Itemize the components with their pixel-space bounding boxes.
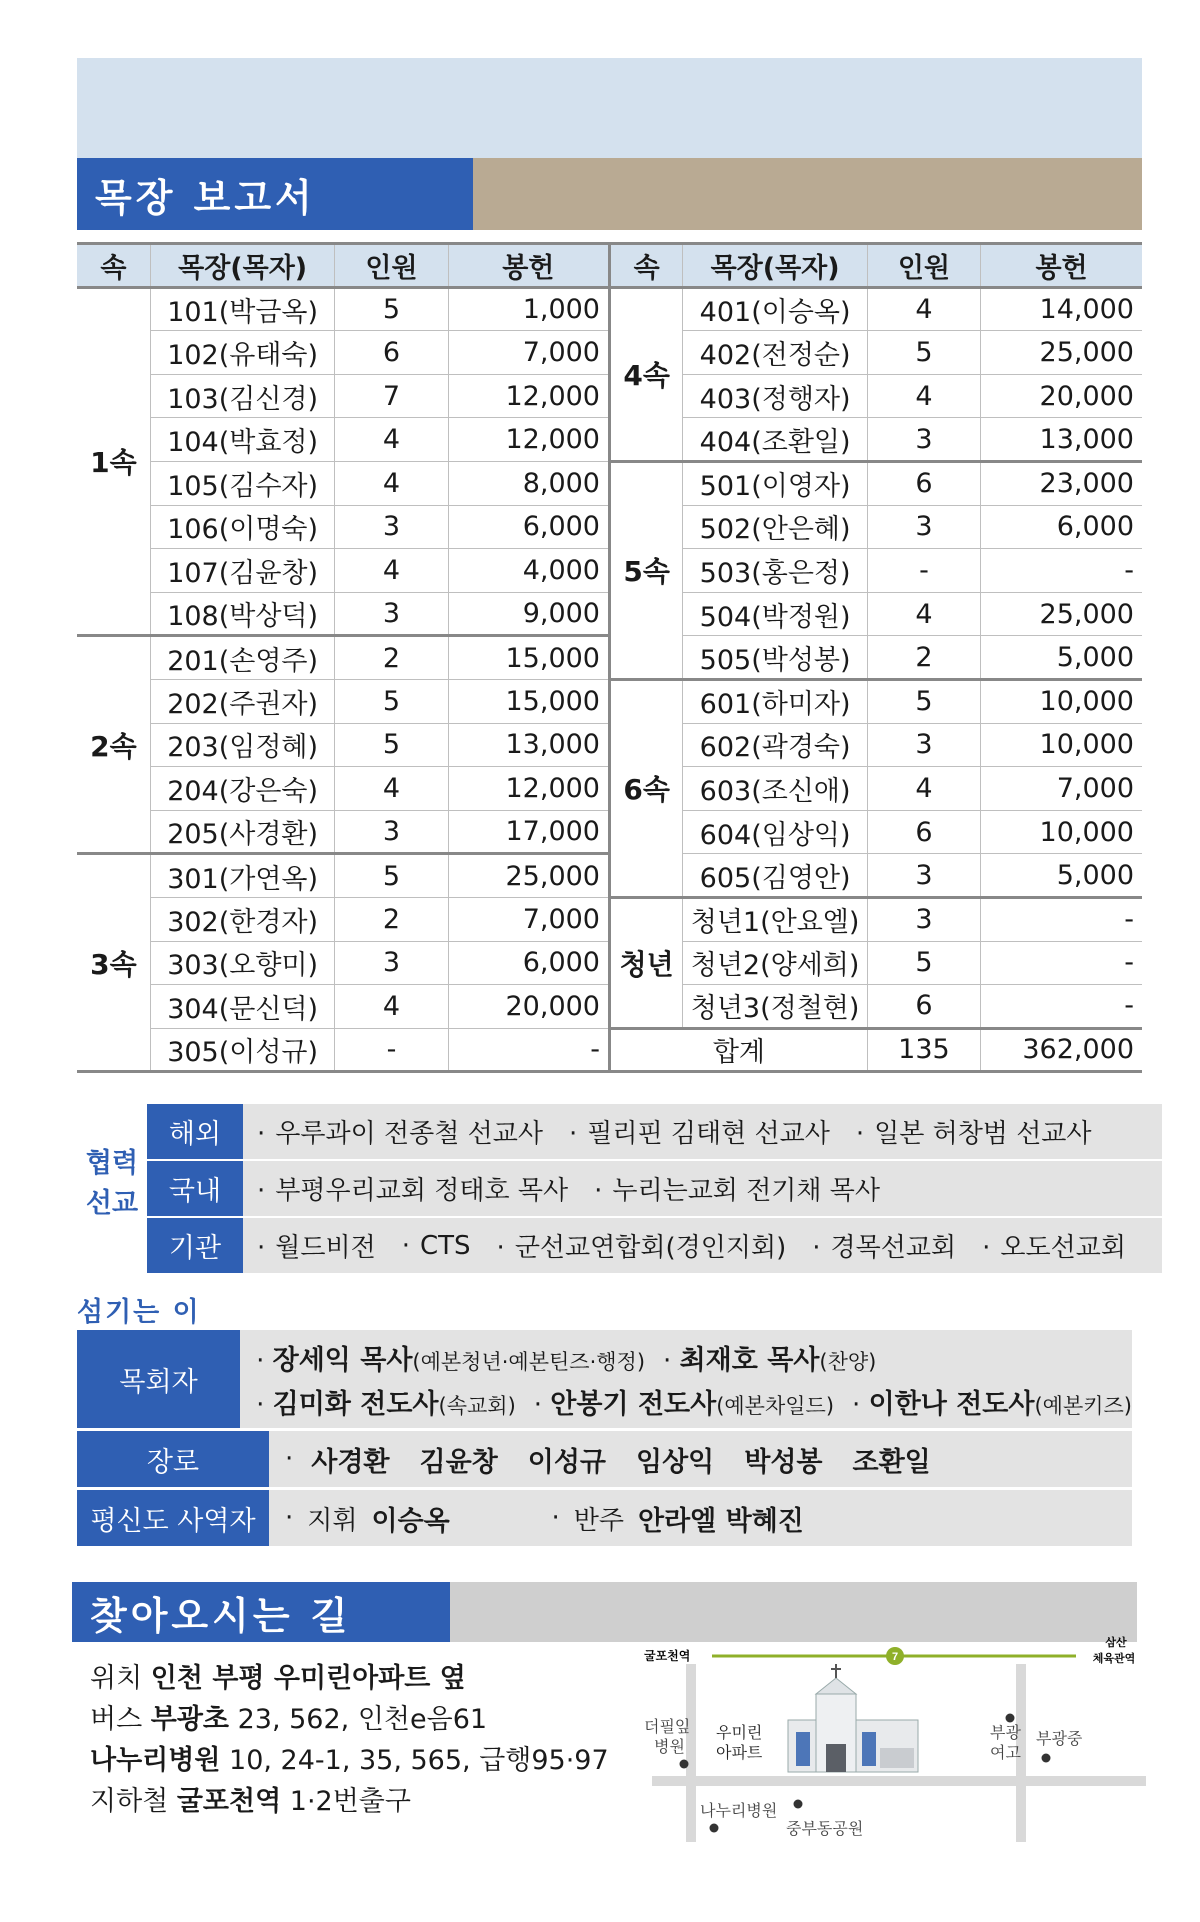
offering-amount: 12,000 (448, 418, 609, 462)
people-count: 5 (335, 679, 448, 723)
map-svg (636, 1634, 1156, 1856)
location-line: 위치 인천 부평 우미린아파트 옆 (90, 1663, 466, 1694)
people-count: 3 (335, 505, 448, 549)
elder-name: 사경환 (311, 1446, 390, 1478)
hospital-marker (680, 1760, 689, 1769)
cell-name: 402(전정순) (683, 331, 867, 375)
cell-name: 303(오향미) (150, 941, 334, 985)
pastor-entry: · 최재호 목사(찬양) (663, 1344, 877, 1376)
offering-amount: 7,000 (448, 331, 609, 375)
pastors-row (77, 1330, 1132, 1428)
group-label: 1속 (77, 287, 150, 636)
cell-name: 503(홍은정) (683, 549, 867, 593)
report-table-wrap (77, 242, 1142, 1073)
total-people: 135 (867, 1028, 980, 1072)
people-count: 7 (335, 374, 448, 418)
coop-item: · 필리핀 김태현 선교사 (568, 1119, 830, 1149)
cell-name: 502(안은혜) (683, 505, 867, 549)
pastors-tag: 목회자 (77, 1330, 240, 1428)
cell-name: 301(가연옥) (150, 854, 334, 898)
coop-label: 협력 선교 (85, 1148, 139, 1219)
elder-name: 이성규 (527, 1446, 607, 1478)
people-count: 2 (335, 636, 448, 680)
coop-row (147, 1218, 1162, 1273)
accompanist-names: 안라엘 박혜진 (638, 1505, 804, 1537)
map-label-middle-school: 부광중 (1036, 1731, 1083, 1748)
table-row (77, 897, 1142, 941)
cell-name: 청년2(양세희) (683, 941, 867, 985)
coop-item: · 우루과이 전종철 선교사 (257, 1119, 543, 1149)
total-offering: 362,000 (981, 1028, 1142, 1072)
offering-amount: - (981, 985, 1142, 1029)
elder-name: 박성봉 (744, 1446, 823, 1478)
people-count: 5 (335, 287, 448, 331)
elders-tag: 장로 (77, 1431, 269, 1487)
coop-row (147, 1104, 1162, 1159)
elder-name: 김윤창 (419, 1446, 498, 1478)
coop-item: · 경목선교회 (812, 1233, 957, 1263)
report-header (77, 158, 1142, 230)
col-group: 속 (77, 244, 150, 288)
cell-name: 504(박정원) (683, 592, 867, 636)
cell-name: 401(이승옥) (683, 287, 867, 331)
offering-amount: 25,000 (981, 592, 1142, 636)
people-count: 3 (867, 505, 980, 549)
people-count: 6 (867, 810, 980, 854)
people-count: 4 (335, 985, 448, 1029)
cell-name: 204(강은숙) (150, 767, 334, 811)
coop-item: · 부평우리교회 정태호 목사 (257, 1176, 569, 1206)
coop-items (243, 1104, 1162, 1159)
bus-line: 버스 부광초 23, 562, 인천e음61 (90, 1704, 488, 1735)
col-offering: 봉헌 (448, 244, 609, 288)
people-count: 4 (867, 374, 980, 418)
offering-amount: - (981, 941, 1142, 985)
elder-name: 조환일 (852, 1446, 931, 1478)
offering-amount: 6,000 (448, 505, 609, 549)
cell-name: 101(박금옥) (150, 287, 334, 331)
table-row (77, 679, 1142, 723)
pastor-entry: · 이한나 전도사(예본키즈) (852, 1388, 1132, 1420)
offering-amount: 20,000 (448, 985, 609, 1029)
map-label-apartment-1: 우미린 (716, 1725, 763, 1742)
offering-amount: 6,000 (981, 505, 1142, 549)
map-label-girls-school-2: 여고 (990, 1745, 1021, 1762)
lay-ministers-tag: 평신도 사역자 (77, 1490, 269, 1546)
cell-name: 103(김신경) (150, 374, 334, 418)
servers-table (77, 1330, 1132, 1549)
cell-name: 108(박상덕) (150, 592, 334, 636)
map-label-hospital-1: 더필잎 (644, 1719, 691, 1736)
table-row (77, 461, 1142, 505)
offering-amount: 4,000 (448, 549, 609, 593)
pastor-entry: · 김미화 전도사(속교회) (256, 1388, 516, 1420)
coop-tag: 해외 (147, 1104, 243, 1159)
directions-header-fill (450, 1582, 1137, 1642)
offering-amount: 12,000 (448, 767, 609, 811)
cell-name: 304(문신덕) (150, 985, 334, 1029)
cell-name: 105(김수자) (150, 461, 334, 505)
col-offering: 봉헌 (981, 244, 1142, 288)
table-row (77, 287, 1142, 331)
people-count: 3 (335, 810, 448, 854)
offering-amount: 23,000 (981, 461, 1142, 505)
offering-amount: 10,000 (981, 723, 1142, 767)
cell-name: 106(이명숙) (150, 505, 334, 549)
lay-ministers-row: 평신도 사역자 · 지휘 이승옥 · 반주 안라엘 박혜진 (77, 1490, 1132, 1546)
cell-name: 601(하미자) (683, 679, 867, 723)
offering-amount: - (448, 1028, 609, 1072)
people-count: 5 (335, 723, 448, 767)
map-label-apartment-2: 아파트 (716, 1745, 763, 1762)
cell-name: 305(이성규) (150, 1028, 334, 1072)
coop-item: · 누리는교회 전기채 목사 (594, 1176, 881, 1206)
col-group: 속 (609, 244, 682, 288)
offering-amount: 10,000 (981, 679, 1142, 723)
group-label: 청년 (609, 897, 682, 1028)
people-count: 4 (335, 461, 448, 505)
cell-name: 청년3(정철현) (683, 985, 867, 1029)
people-count: 4 (867, 287, 980, 331)
pastor-entry: · 안봉기 전도사(예본차일드) (533, 1388, 835, 1420)
people-count: 4 (867, 767, 980, 811)
total-label: 합계 (609, 1028, 867, 1072)
map-label-hospital-2: 병원 (654, 1739, 685, 1756)
coop-item: · 군선교연합회(경인지회) (496, 1233, 787, 1263)
offering-amount: 15,000 (448, 636, 609, 680)
pastor-entry: · 장세익 목사(예본청년·예본틴즈·행정) (256, 1344, 646, 1376)
group-label: 3속 (77, 854, 150, 1072)
station-gulpocheon: 굴포천역 (644, 1649, 691, 1663)
directions-title: 찾아오시는 길 (72, 1582, 450, 1642)
report-header-row (77, 244, 1142, 288)
people-count: 6 (867, 461, 980, 505)
map-label-girls-school-1: 부광 (990, 1725, 1021, 1742)
people-count: 5 (867, 331, 980, 375)
offering-amount: 17,000 (448, 810, 609, 854)
cell-name: 청년1(안요엘) (683, 897, 867, 941)
people-count: 3 (867, 854, 980, 898)
coop-item: · 일본 허창범 선교사 (855, 1119, 1092, 1149)
offering-amount: 20,000 (981, 374, 1142, 418)
coop-item: · CTS (401, 1230, 471, 1261)
offering-amount: 12,000 (448, 374, 609, 418)
cell-name: 201(손영주) (150, 636, 334, 680)
coop-item: · 오도선교회 (982, 1233, 1126, 1263)
elders-row: 장로 · 사경환 김윤창 이성규 임상익 박성봉 조환일 (77, 1431, 1132, 1487)
people-count: 3 (335, 592, 448, 636)
report-header-fill (473, 158, 1142, 230)
elder-name: 임상익 (636, 1446, 715, 1478)
people-count: 4 (335, 767, 448, 811)
accompanist-label: 반주 (573, 1505, 624, 1536)
middle-school-marker (1042, 1754, 1051, 1763)
offering-amount: 10,000 (981, 810, 1142, 854)
coop-item: · 월드비전 (257, 1233, 376, 1263)
cell-name: 205(사경환) (150, 810, 334, 854)
conductor-label: 지휘 (307, 1505, 358, 1536)
offering-amount: 5,000 (981, 636, 1142, 680)
servers-heading: 섬기는 이 (77, 1297, 201, 1328)
offering-amount: 25,000 (448, 854, 609, 898)
people-count: 2 (335, 897, 448, 941)
people-count: 4 (335, 549, 448, 593)
people-count: 4 (335, 418, 448, 462)
people-count: 3 (335, 941, 448, 985)
report-table (77, 242, 1142, 1073)
road-horizontal (652, 1776, 1146, 1786)
offering-amount: 1,000 (448, 287, 609, 331)
line-7-number: 7 (891, 1651, 899, 1663)
offering-amount: 13,000 (981, 418, 1142, 462)
cell-name: 302(한경자) (150, 897, 334, 941)
offering-amount: 6,000 (448, 941, 609, 985)
people-count: 2 (867, 636, 980, 680)
cell-name: 202(주권자) (150, 679, 334, 723)
people-count: 5 (867, 679, 980, 723)
offering-amount: - (981, 897, 1142, 941)
map-label-nanuri-hospital: 나누리병원 (700, 1803, 778, 1820)
coop-row (147, 1161, 1162, 1216)
people-count: 5 (335, 854, 448, 898)
hospital-stop-line: 나누리병원 10, 24-1, 35, 565, 급행95·97 (90, 1745, 609, 1776)
cell-name: 603(조신애) (683, 767, 867, 811)
offering-amount: 7,000 (981, 767, 1142, 811)
cell-name: 107(김윤창) (150, 549, 334, 593)
offering-amount: 25,000 (981, 331, 1142, 375)
table-row (77, 1028, 1142, 1072)
offering-amount: 7,000 (448, 897, 609, 941)
col-people: 인원 (867, 244, 980, 288)
col-people: 인원 (335, 244, 448, 288)
people-count: 3 (867, 723, 980, 767)
church-building-illustration (788, 1664, 918, 1772)
coop-items (243, 1218, 1162, 1273)
coop-tag: 기관 (147, 1218, 243, 1273)
offering-amount: - (981, 549, 1142, 593)
station-samsan-2: 체육관역 (1092, 1653, 1136, 1665)
cell-name: 505(박성봉) (683, 636, 867, 680)
offering-amount: 14,000 (981, 287, 1142, 331)
top-banner-band (77, 58, 1142, 158)
station-samsan-1: 삼산 (1105, 1637, 1127, 1649)
group-label: 5속 (609, 461, 682, 679)
road-vertical-left (686, 1664, 696, 1842)
people-count: 4 (867, 592, 980, 636)
location-map (636, 1634, 1156, 1856)
group-label: 2속 (77, 636, 150, 854)
offering-amount: 8,000 (448, 461, 609, 505)
cell-name: 102(유태숙) (150, 331, 334, 375)
offering-amount: 5,000 (981, 854, 1142, 898)
people-count: - (867, 549, 980, 593)
nanuri-marker (710, 1824, 719, 1833)
offering-amount: 13,000 (448, 723, 609, 767)
map-label-park: 중부동공원 (786, 1821, 864, 1838)
cell-name: 501(이영자) (683, 461, 867, 505)
subway-line: 지하철 굴포천역 1·2번출구 (90, 1786, 411, 1817)
directions-text (90, 1658, 609, 1822)
cell-name: 403(정행자) (683, 374, 867, 418)
cell-name: 104(박효정) (150, 418, 334, 462)
group-label: 4속 (609, 287, 682, 461)
group-label: 6속 (609, 679, 682, 897)
park-marker (794, 1800, 803, 1809)
people-count: 3 (867, 418, 980, 462)
cell-name: 404(조환일) (683, 418, 867, 462)
people-count: 5 (867, 941, 980, 985)
coop-tag: 국내 (147, 1161, 243, 1216)
cell-name: 602(곽경숙) (683, 723, 867, 767)
offering-amount: 15,000 (448, 679, 609, 723)
people-count: 3 (867, 897, 980, 941)
directions-header (72, 1582, 1137, 1642)
report-title: 목장 보고서 (77, 158, 473, 230)
girls-school-marker (1006, 1714, 1015, 1723)
people-count: 6 (335, 331, 448, 375)
people-count: 6 (867, 985, 980, 1029)
cell-name: 203(임정혜) (150, 723, 334, 767)
cell-name: 604(임상익) (683, 810, 867, 854)
cell-name: 605(김영안) (683, 854, 867, 898)
col-cell: 목장(목자) (683, 244, 867, 288)
coop-items (243, 1161, 1162, 1216)
offering-amount: 9,000 (448, 592, 609, 636)
conductor-name: 이승옥 (371, 1505, 450, 1537)
people-count: - (335, 1028, 448, 1072)
col-cell: 목장(목자) (150, 244, 334, 288)
